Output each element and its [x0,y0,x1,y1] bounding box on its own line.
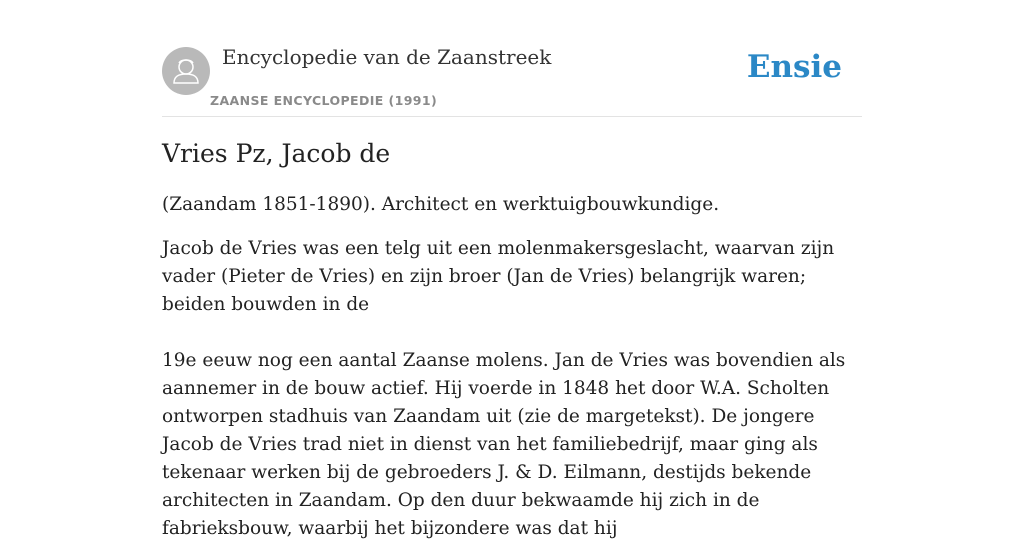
source-header [162,0,862,117]
user-silhouette-icon [162,47,210,95]
article [162,136,862,543]
source-subtitle: ZAANSE ENCYCLOPEDIE (1991) [210,93,438,108]
avatar[interactable] [162,47,210,95]
article-intro: (Zaandam 1851-1890). Architect en werktuigbouwkundige. [162,194,720,215]
article-paragraph: 19e eeuw nog een aantal Zaanse molens. Jan de Vries was bovendien als aannemer in de bouw actief. Hij voerde in 1848 het door W.A. Scholten ontworpen stadhuis van Zaandam uit (zie de margetekst). De jongere Jacob de Vries trad niet in dienst van het familiebedrijf, maar ging als tekenaar werken bij de gebroeders J. & D. Eilmann, destijds bekende architecten in Zaandam. Op den duur bekwaamde hij zich in de fabrieksbouw, waarbij het bijzondere was dat hij [162,350,846,539]
article-paragraph: Jacob de Vries was een telg uit een molenmakersgeslacht, waarvan zijn vader (Pieter de Vries) en zijn broer (Jan de Vries) belangrijk waren; beiden bouwden in de [162,238,835,315]
article-title: Vries Pz, Jacob de [162,139,391,168]
source-title-link[interactable]: Encyclopedie van de Zaanstreek [222,45,552,69]
ensie-logo-link[interactable]: Ensie [746,49,842,85]
paragraph-spacer [162,319,862,347]
